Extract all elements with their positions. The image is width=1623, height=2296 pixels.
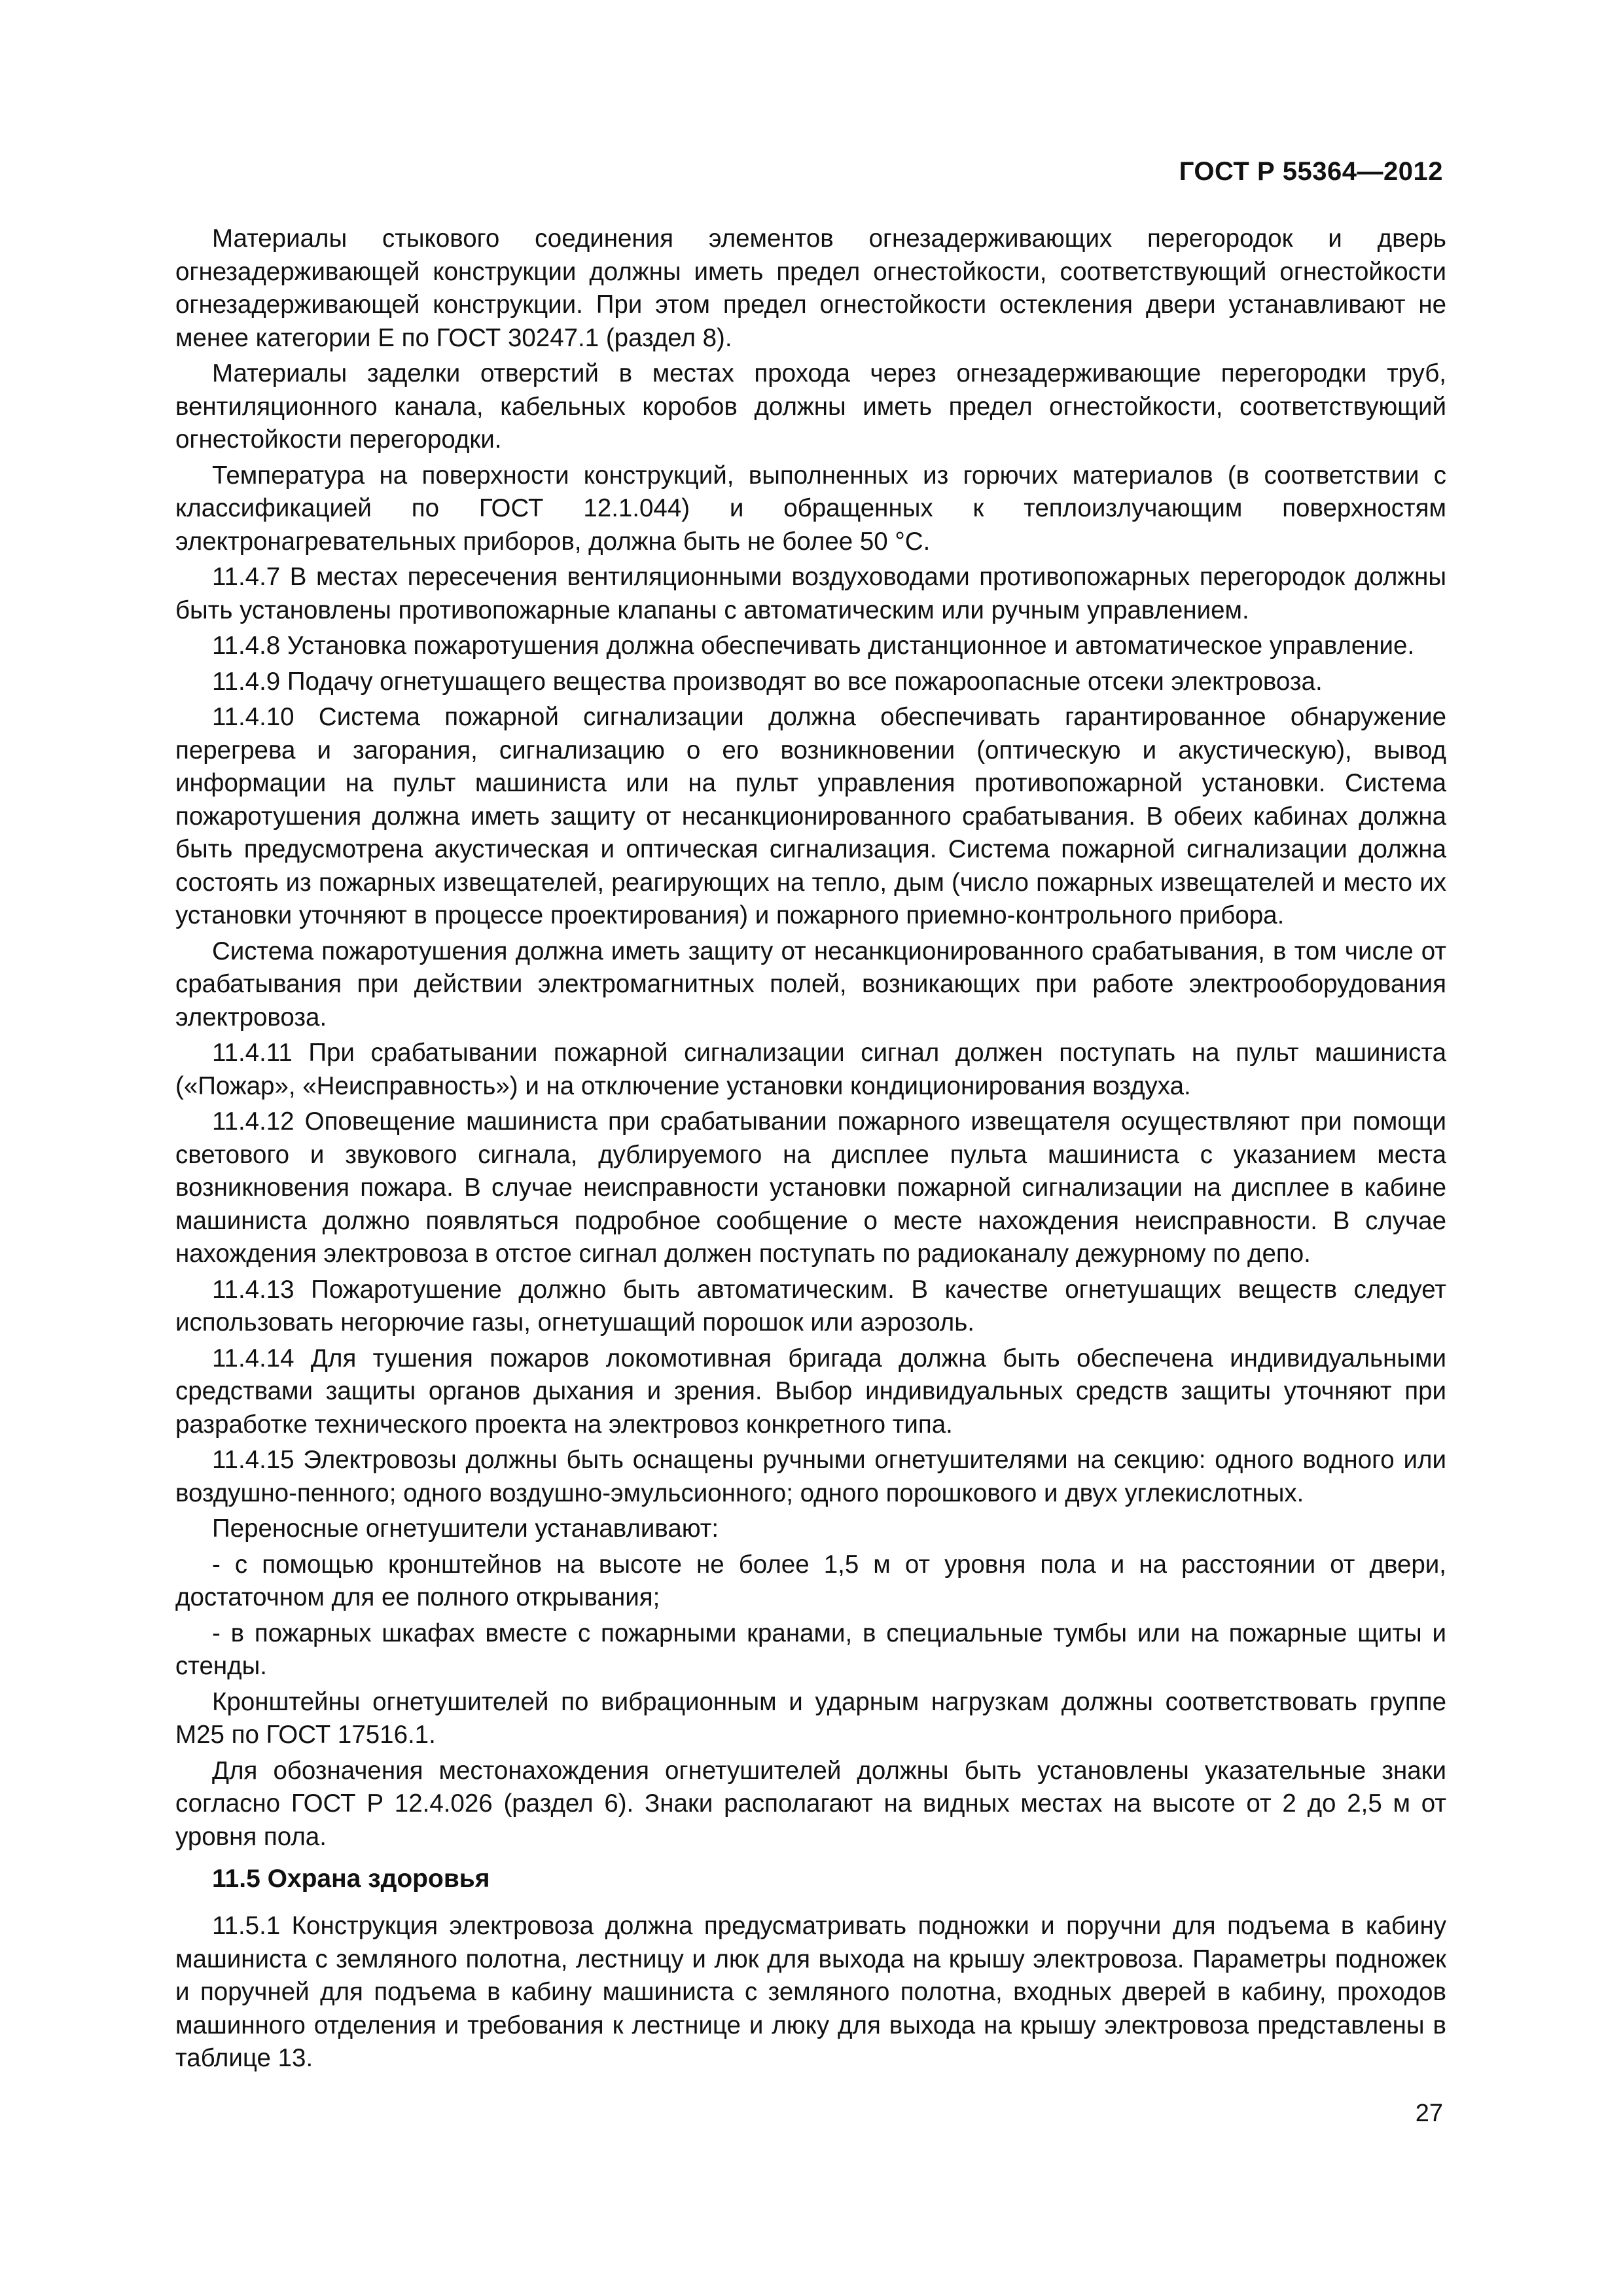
paragraph-11-4-10: 11.4.10 Система пожарной сигнализации должна обеспечивать гарантированное обнаружение перегрева и загорания, сигнализацию о его возникновении (оптическую и акустическую), вывод информации на пульт машиниста или на пульт управления противопожарной установки. Система пожаротушения должна иметь защиту от несанкционированного срабатывания. В обеих кабинах должна быть предусмотрена акустическая и оптическая сигнализация. Система пожарной сигнализации должна состоять из пожарных извещателей, реагирующих на тепло, дым (число пожарных извещателей и место их установки уточняют в процессе проектирования) и пожарного приемно-контрольного прибора. bbox=[175, 703, 1446, 929]
paragraph: Температура на поверхности конструкций, выполненных из горючих материалов (в соответствии с классификацией по ГОСТ 12.1.044) и обращенных к теплоизлучающим поверхностям электронагревательных приборов, должна быть не более 50 °С. bbox=[175, 461, 1446, 556]
paragraph-11-4-7: 11.4.7 В местах пересечения вентиляционными воздуховодами противопожарных перегородок должны быть установлены противопожарные клапаны с автоматическим или ручным управлением. bbox=[175, 563, 1446, 624]
paragraph-11-4-14: 11.4.14 Для тушения пожаров локомотивная бригада должна быть обеспечена индивидуальными средствами защиты органов дыхания и зрения. Выбор индивидуальных средств защиты уточняют при разработке технического проекта на электровоз конкретного типа. bbox=[175, 1344, 1446, 1439]
paragraph-11-4-13: 11.4.13 Пожаротушение должно быть автоматическим. В качестве огнетушащих веществ следует использовать негорючие газы, огнетушащий порошок или аэрозоль. bbox=[175, 1275, 1446, 1336]
paragraph-11-5-1: 11.5.1 Конструкция электровоза должна предусматривать подножки и поручни для подъема в кабину машиниста с земляного полотна, лестницу и люк для выхода на крышу электровоза. Параметры подножек и поручней для подъема в кабину машиниста с земляного полотна, входных дверей в кабину, проходов машинного отделения и требования к лестнице и люку для выхода на крышу электровоза представлены в таблице 13. bbox=[175, 1912, 1446, 2072]
paragraph: Для обозначения местонахождения огнетушителей должны быть установлены указательные знаки согласно ГОСТ Р 12.4.026 (раздел 6). Знаки располагают на видных местах на высоте от 2 до 2,5 м от уровня пола. bbox=[175, 1756, 1446, 1851]
document-body bbox=[175, 223, 1446, 2078]
paragraph: Материалы заделки отверстий в местах прохода через огнезадерживающие перегородки труб, вентиляционного канала, кабельных коробов должны иметь предел огнестойкости, соответствующий огнестойкости перегородки. bbox=[175, 359, 1446, 454]
document-header: ГОСТ Р 55364—2012 bbox=[1179, 157, 1443, 186]
paragraph: Переносные огнетушители устанавливают: bbox=[212, 1515, 719, 1543]
paragraph: Кронштейны огнетушителей по вибрационным и ударным нагрузкам должны соответствовать группе М25 по ГОСТ 17516.1. bbox=[175, 1687, 1446, 1749]
page-number: 27 bbox=[1415, 2100, 1443, 2127]
paragraph: Материалы стыкового соединения элементов огнезадерживающих перегородок и дверь огнезадерживающей конструкции должны иметь предел огнестойкости, соответствующий огнестойкости огнезадерживающей конструкции. При этом предел огнестойкости остекления двери устанавливают не менее категории E по ГОСТ 30247.1 (раздел 8). bbox=[175, 224, 1446, 352]
paragraph-11-4-15: 11.4.15 Электровозы должны быть оснащены ручными огнетушителями на секцию: одного водного или воздушно-пенного; одного воздушно-эмульсионного; одного порошкового и двух углекислотных. bbox=[175, 1446, 1446, 1507]
paragraph-11-4-9: 11.4.9 Подачу огнетушащего вещества производят во все пожароопасные отсеки электровоза. bbox=[212, 667, 1323, 696]
section-heading: 11.5 Охрана здоровья bbox=[212, 1865, 490, 1893]
paragraph-11-4-8: 11.4.8 Установка пожаротушения должна обеспечивать дистанционное и автоматическое управление. bbox=[212, 632, 1415, 660]
paragraph-11-4-12: 11.4.12 Оповещение машиниста при срабатывании пожарного извещателя осуществляют при помощи светового и звукового сигнала, дублируемого на дисплее пульта машиниста с указанием места возникновения пожара. В случае неисправности установки пожарной сигнализации на дисплее в кабине машиниста должно появляться подробное сообщение о месте нахождения неисправности. В случае нахождения электровоза в отстое сигнал должен поступать по радиоканалу дежурному по депо. bbox=[175, 1107, 1446, 1268]
paragraph-11-4-11: 11.4.11 При срабатывании пожарной сигнализации сигнал должен поступать на пульт машиниста («Пожар», «Неисправность») и на отключение установки кондиционирования воздуха. bbox=[175, 1039, 1446, 1100]
list-item: - с помощью кронштейнов на высоте не более 1,5 м от уровня пола и на расстоянии от двери, достаточном для ее полного открывания; bbox=[175, 1550, 1446, 1611]
paragraph: Система пожаротушения должна иметь защиту от несанкционированного срабатывания, в том числе от срабатывания при действии электромагнитных полей, возникающих при работе электрооборудования электровоза. bbox=[175, 937, 1446, 1031]
list-item: - в пожарных шкафах вместе с пожарными кранами, в специальные тумбы или на пожарные щиты и стенды. bbox=[175, 1619, 1446, 1680]
